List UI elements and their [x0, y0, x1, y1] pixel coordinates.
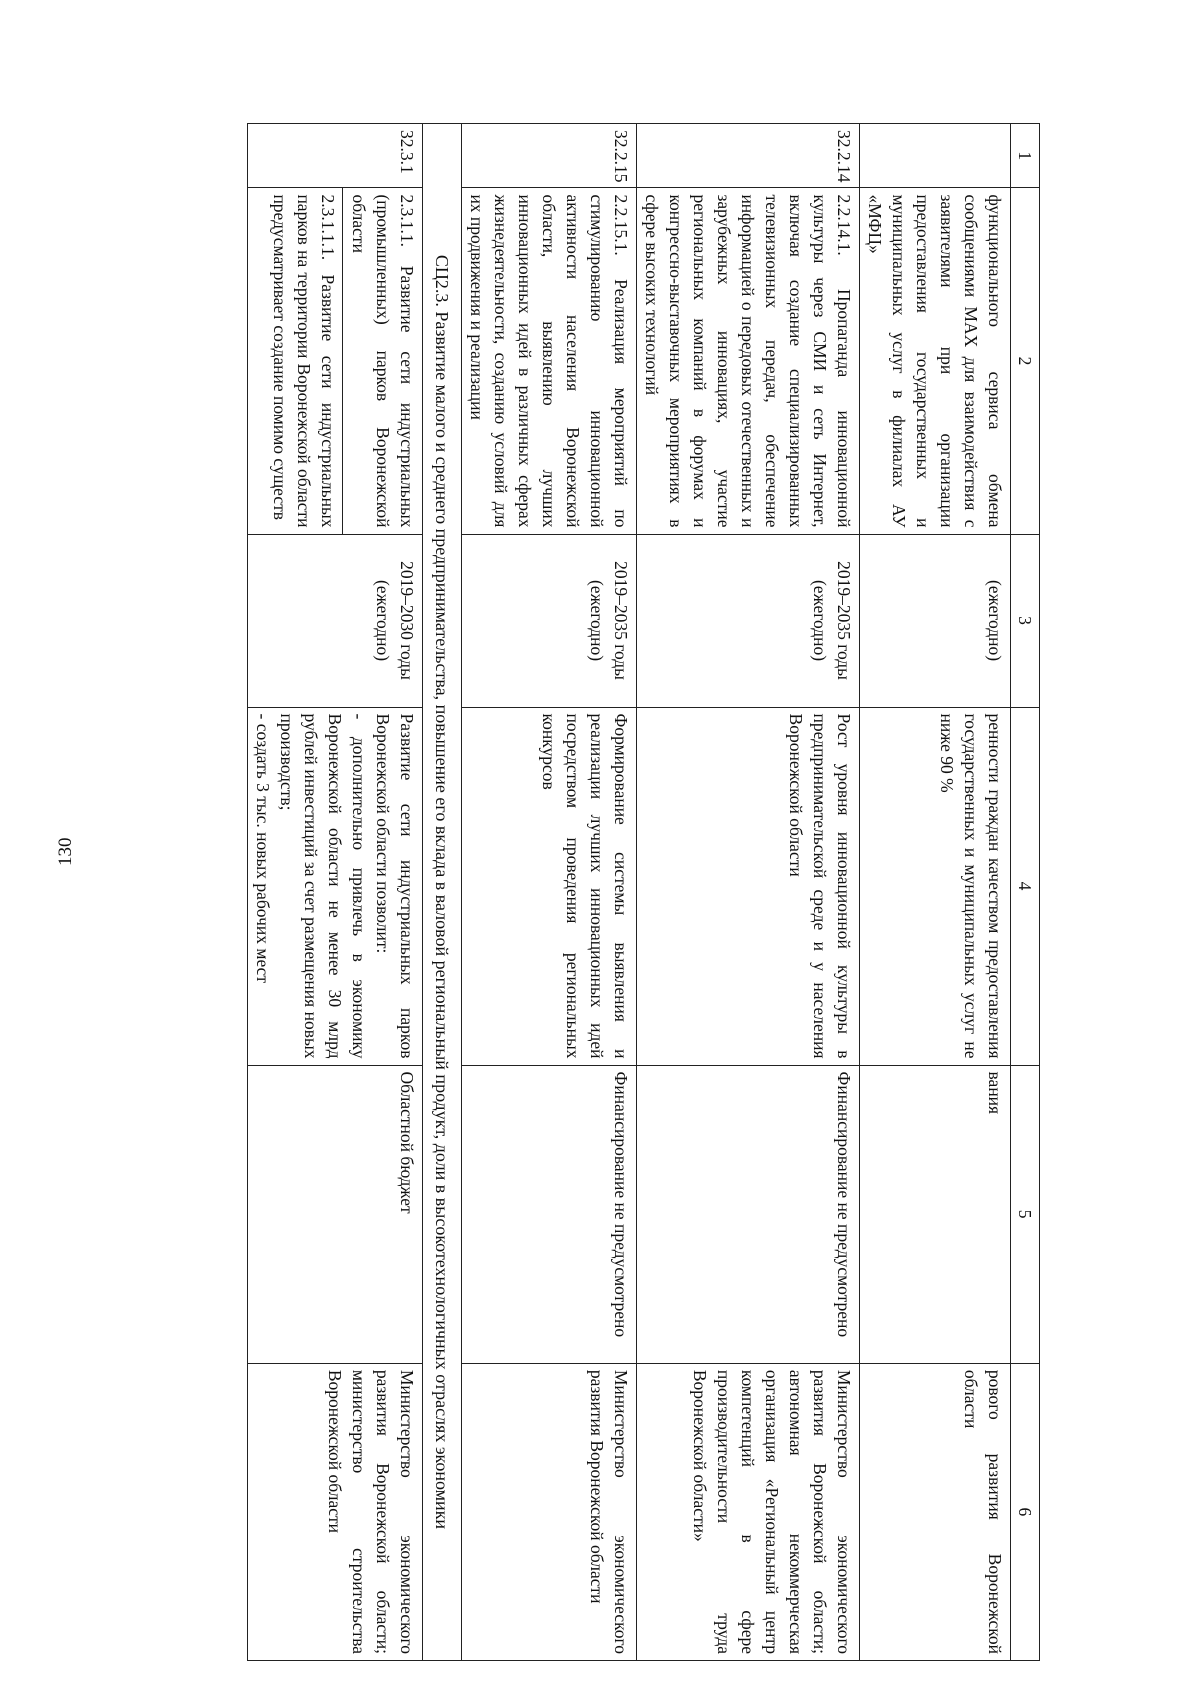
- section-heading: СЦ2.3. Развитие малого и среднего предпринимательства, повышение его вклада в валовой региональный продукт, доли в высокотехнологичных отраслях экономики: [423, 124, 462, 1661]
- header-cell: 4: [1011, 707, 1040, 1065]
- rotated-table-container: [120, 123, 1040, 1661]
- measure-cell: [248, 188, 423, 534]
- financing-cell: Областной бюджет: [248, 1065, 423, 1363]
- period-cell: 2019–2030 годы (ежегодно): [248, 534, 423, 707]
- result-cell: ренности граждан качеством предоставления государственных и муниципальных услуг не ниже 90 %: [860, 707, 1011, 1065]
- period-cell: (ежегодно): [860, 534, 1011, 707]
- row-number: [860, 124, 1011, 188]
- period-cell: 2019–2035 годы (ежегодно): [637, 534, 860, 707]
- measures-table: [247, 123, 1040, 1661]
- header-cell: 2: [1011, 188, 1040, 534]
- responsible-cell: Министерство экономического развития Воронежской области: [462, 1363, 637, 1660]
- measure-cell: функционального сервиса обмена сообщениями MAX для взаимодействия с заявителями при организации предоставления государственных и муниципальных услуг в филиалах АУ «МФЦ»: [860, 188, 1011, 534]
- header-cell: 5: [1011, 1065, 1040, 1363]
- table-row: [248, 124, 423, 1661]
- section-heading-row: [423, 124, 462, 1661]
- responsible-cell: Министерство экономического развития Воронежской области; министерство строительства Воронежской области: [248, 1363, 423, 1660]
- period-cell: 2019–2035 годы (ежегодно): [462, 534, 637, 707]
- row-number: 32.2.14: [637, 124, 860, 188]
- table-row: [462, 124, 637, 1661]
- responsible-cell: Министерство экономического развития Воронежской области; автономная некоммерческая организация «Региональный центр компетенций в сфере производительности труда Воронежской области»: [637, 1363, 860, 1660]
- financing-cell: вания: [860, 1065, 1011, 1363]
- measure-cell: 2.2.14.1. Пропаганда инновационной культуры через СМИ и сеть Интернет, включая создание специализированных телевизионных передач, обеспечение информацией о передовых отечественных и зарубежных инновациях, участие региональных компаний в форумах и конгрессно-выставочных мероприятиях в сфере высоких технологий: [637, 188, 860, 534]
- header-cell: 3: [1011, 534, 1040, 707]
- result-cell: Формирование системы выявления и реализации лучших инновационных идей посредством проведения региональных конкурсов: [462, 707, 637, 1065]
- sub-measure-text: 2.3.1.1.1. Развитие сети индустриальных парков на территории Воронежской области предусматривает создание помимо существ: [268, 188, 343, 533]
- header-cell: 6: [1011, 1363, 1040, 1660]
- result-cell: Развитие сети индустриальных парков Воронежской области позволит: - дополнительно привлечь в экономику Воронежской области не менее 30 млрд рублей инвестиций за счет размещения новых производств; - создать 3 тыс. новых рабочих мест: [248, 707, 423, 1065]
- result-cell: Рост уровня инновационной культуры в предпринимательской среде и у населения Воронежской области: [637, 707, 860, 1065]
- financing-cell: Финансирование не предусмотрено: [637, 1065, 860, 1363]
- header-cell: 1: [1011, 124, 1040, 188]
- responsible-cell: рового развития Воронежской области: [860, 1363, 1011, 1660]
- financing-cell: Финансирование не предусмотрено: [462, 1065, 637, 1363]
- row-number: 32.3.1: [248, 124, 423, 188]
- page-number: 130: [55, 837, 76, 866]
- table-row: [860, 124, 1011, 1661]
- header-row: [1011, 124, 1040, 1661]
- table-row: [637, 124, 860, 1661]
- measure-cell: 2.2.15.1. Реализация мероприятий по стимулированию инновационной активности населения Воронежской области, выявлению лучших инновационных идей в различных сферах жизнедеятельности, созданию условий для их продвижения и реализации: [462, 188, 637, 534]
- measure-text: 2.3.1.1. Развитие сети индустриальных (промышленных) парков Воронежской области: [349, 194, 417, 528]
- row-number: 32.2.15: [462, 124, 637, 188]
